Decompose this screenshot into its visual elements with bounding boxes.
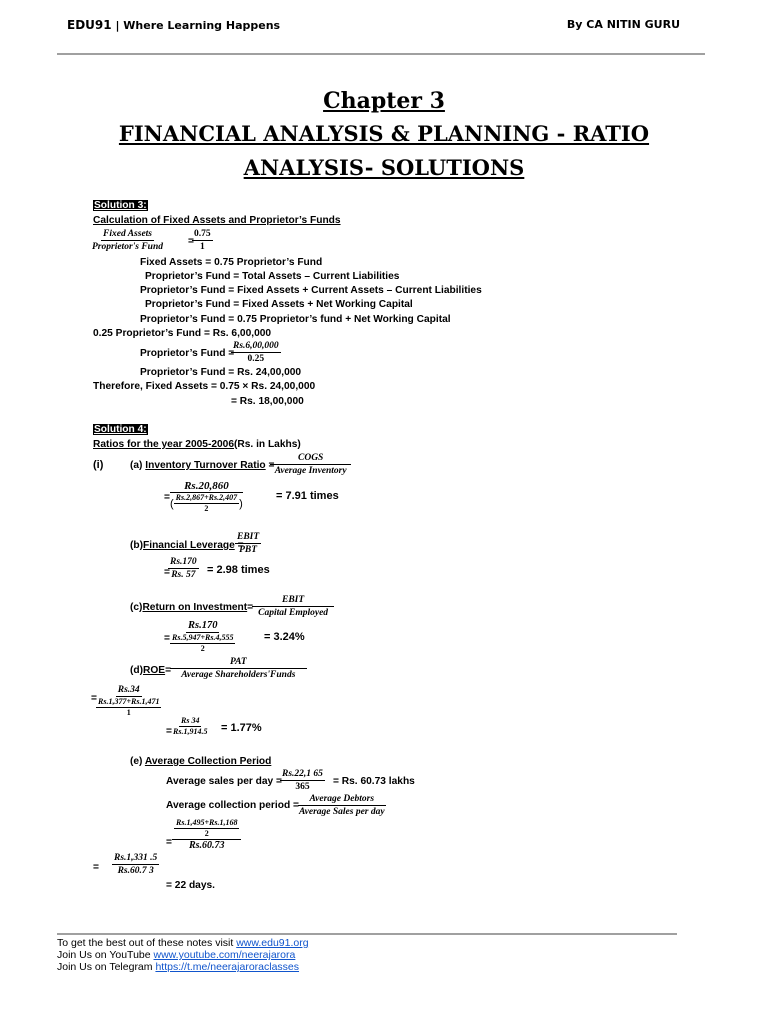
- roi-formula: [252, 594, 334, 619]
- fraction-numerator: COGS: [270, 452, 351, 465]
- inventory-turnover-calc: [170, 480, 243, 514]
- ratio-name: Inventory Turnover Ratio: [145, 460, 266, 471]
- roe-calc: [96, 684, 161, 718]
- fraction-numerator: Rs.20,860: [184, 480, 229, 492]
- average-sales-per-day-result: = Rs. 60.73 lakhs: [333, 776, 415, 787]
- fraction-denominator: 1: [199, 242, 205, 252]
- fraction-numerator: EBIT: [237, 532, 260, 542]
- equals-sign: =: [188, 236, 194, 247]
- footer-text: Join Us on YouTube: [57, 949, 154, 961]
- brand-tagline: | Where Learning Happens: [111, 19, 281, 32]
- chapter-title: Chapter 3: [323, 88, 445, 114]
- website-link[interactable]: www.edu91.org: [236, 937, 309, 949]
- fraction-numerator: Rs.1,331 .5: [114, 853, 158, 863]
- solution-3-line: Proprietor’s Fund = Fixed Assets + Current Assets – Current Liabilities: [140, 285, 482, 296]
- telegram-link[interactable]: https://t.me/neerajaroraclasses: [155, 961, 300, 973]
- fraction-denominator: 2: [204, 829, 209, 838]
- open-paren: (: [170, 497, 174, 510]
- footer-divider: [57, 933, 677, 935]
- footer-text: To get the best out of these notes visit: [57, 937, 237, 949]
- average-fraction: [96, 697, 161, 718]
- fraction-denominator: PBT: [239, 545, 258, 555]
- footer-youtube-line: [57, 949, 295, 961]
- financial-leverage-formula: [235, 531, 261, 556]
- fraction-denominator: Capital Employed: [258, 608, 329, 618]
- fraction-numerator: PAT: [170, 656, 307, 669]
- average-sales-per-day-label: Average sales per day =: [166, 776, 283, 787]
- equals-sign: =: [247, 602, 254, 613]
- fraction-numerator: Rs.170: [170, 557, 197, 567]
- ratio-name: Average Collection Period: [144, 756, 272, 767]
- fraction-denominator: 1: [126, 708, 131, 717]
- collection-period-simplified: [112, 852, 159, 877]
- fraction-numerator: Rs.22,1 65: [282, 769, 323, 779]
- inventory-turnover-result: = 7.91 times: [276, 490, 339, 502]
- close-paren: ): [239, 497, 243, 510]
- solution-3-line: Proprietor’s Fund =: [140, 348, 235, 359]
- average-fraction: [174, 493, 239, 514]
- roe-formula: [170, 656, 307, 681]
- fixed-assets-ratio-fraction: [90, 228, 165, 253]
- fraction-numerator: Fixed Assets: [103, 229, 152, 239]
- part-label: (c): [130, 602, 143, 613]
- fraction-denominator: Average Inventory: [274, 466, 347, 476]
- solution-3-line: Proprietor’s Fund = Rs. 24,00,000: [140, 367, 302, 378]
- equals-sign: =: [164, 492, 170, 503]
- header-author: By CA NITIN GURU: [566, 18, 680, 31]
- ratio-name: Financial Leverage: [143, 540, 235, 551]
- equals-sign: =: [234, 540, 244, 551]
- financial-leverage-calc: [168, 556, 199, 581]
- part-label: (a): [130, 460, 146, 471]
- fraction-denominator: 2: [200, 644, 205, 653]
- inventory-turnover-formula: [270, 452, 351, 477]
- average-debtors-fraction: [172, 818, 241, 840]
- roi-calc: [170, 620, 235, 654]
- youtube-link[interactable]: www.youtube.com/neerajarora: [153, 949, 296, 961]
- collection-period-calc: [172, 818, 241, 852]
- solution-3-subheading: Calculation of Fixed Assets and Proprietor’s Funds: [93, 215, 341, 226]
- fraction-numerator: Rs 34: [181, 716, 200, 725]
- ratio-value-fraction: [192, 228, 213, 253]
- fraction-numerator: Rs.1,495+Rs.1,168: [176, 818, 238, 827]
- footer-text: Join Us on Telegram: [57, 961, 156, 973]
- fraction-denominator: Rs.60.7 3: [117, 866, 154, 876]
- ratio-name: Return on Investment: [142, 602, 248, 613]
- ratio-name: ROE: [143, 665, 166, 676]
- fraction-denominator: Rs. 57: [171, 570, 196, 580]
- roe-label: [130, 665, 171, 676]
- solution-3-line: Proprietor’s Fund = Fixed Assets + Net Working Capital: [145, 299, 413, 310]
- equals-sign: =: [265, 460, 275, 471]
- average-sales-per-day-fraction: [280, 768, 325, 793]
- solution-3-line: Fixed Assets = 0.75 Proprietor’s Fund: [140, 257, 323, 268]
- equals-sign: =: [164, 633, 170, 644]
- fraction-denominator: 365: [295, 782, 310, 792]
- average-collection-period-formula: [297, 793, 387, 818]
- roe-result: = 1.77%: [221, 722, 262, 734]
- equals-sign: =: [164, 567, 170, 578]
- equals-sign: =: [91, 693, 97, 704]
- part-label: (d): [130, 665, 144, 676]
- header-divider: [57, 53, 705, 55]
- fraction-numerator: Rs.5,947+Rs.4,555: [172, 633, 234, 642]
- subheading-underlined: Ratios for the year 2005-2006: [93, 439, 234, 450]
- collection-period-result: = 22 days.: [166, 880, 215, 891]
- average-collection-period-label: [130, 756, 271, 767]
- solution-3-line: 0.25 Proprietor’s Fund = Rs. 6,00,000: [93, 328, 272, 339]
- page-title-line1: FINANCIAL ANALYSIS & PLANNING - RATIO: [118, 121, 650, 146]
- roe-calc-simplified: [171, 716, 209, 737]
- brand-name: EDU91: [67, 18, 112, 32]
- fraction-numerator: Rs.34: [117, 685, 140, 695]
- fraction-numerator: Average Debtors: [298, 793, 386, 806]
- return-on-investment-label: [130, 602, 253, 613]
- part-label: (b): [130, 540, 144, 551]
- solution-3-line: Proprietor’s Fund = 0.75 Proprietor’s fund + Net Working Capital: [140, 314, 451, 325]
- solution-3-heading: Solution 3:: [94, 200, 147, 211]
- page-title-line2: ANALYSIS- SOLUTIONS: [243, 155, 525, 180]
- equals-sign: =: [93, 862, 99, 873]
- solution-4-subheading: [93, 439, 301, 450]
- fraction-denominator: 0.25: [247, 354, 265, 364]
- solution-3-line: Proprietor’s Fund = Total Assets – Current Liabilities: [145, 271, 400, 282]
- fraction-denominator: Rs.60.73: [188, 840, 225, 851]
- solution-4-heading: Solution 4:: [94, 424, 147, 435]
- fraction-denominator: Proprietor's Fund: [92, 242, 164, 252]
- equals-sign: =: [166, 726, 172, 737]
- footer-website-line: [57, 937, 309, 949]
- solution-3-line: Therefore, Fixed Assets = 0.75 × Rs. 24,00,000: [93, 381, 316, 392]
- equals-sign: =: [166, 837, 172, 848]
- equals-sign: =: [165, 665, 172, 676]
- financial-leverage-result: = 2.98 times: [207, 564, 270, 576]
- part-i-label: (i): [93, 459, 104, 471]
- fraction-denominator: Rs.1,914.5: [173, 727, 208, 736]
- financial-leverage-label: [130, 540, 244, 551]
- fraction-numerator: EBIT: [252, 594, 334, 607]
- fraction-numerator: Rs.170: [188, 620, 218, 631]
- fraction-numerator: Rs.6,00,000: [233, 341, 279, 351]
- fraction-denominator: Average Sales per day: [299, 807, 385, 817]
- fraction-denominator: Average Shareholders'Funds: [181, 670, 296, 680]
- roi-result: = 3.24%: [264, 631, 305, 643]
- fraction-denominator: 2: [204, 504, 209, 513]
- subheading-units: (Rs. in Lakhs): [234, 439, 301, 450]
- fraction-numerator: 0.75: [194, 229, 211, 239]
- part-label: (e): [130, 756, 145, 767]
- fraction-numerator: Rs.1,377+Rs.1,471: [98, 697, 160, 706]
- fraction-denominator: [170, 492, 243, 514]
- footer-telegram-line: [57, 961, 299, 973]
- header-brand-line: [67, 18, 280, 32]
- fraction-numerator: Rs.2,867+Rs.2,407: [175, 493, 238, 502]
- average-collection-period-text: Average collection period =: [166, 800, 299, 811]
- average-fraction: [170, 633, 235, 654]
- inventory-turnover-label: [130, 460, 274, 471]
- proprietor-fund-fraction: [231, 340, 281, 365]
- solution-3-line: = Rs. 18,00,000: [231, 396, 304, 407]
